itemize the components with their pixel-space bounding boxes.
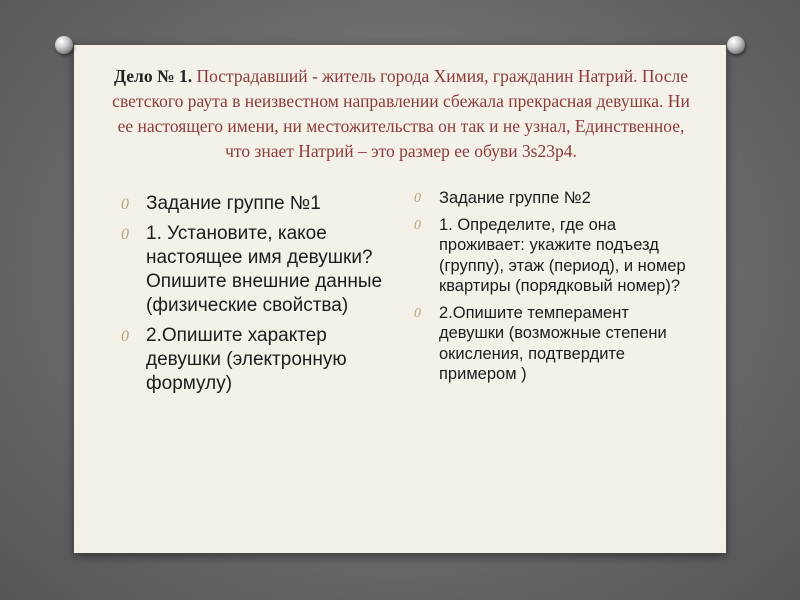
case-text: Пострадавший - житель города Химия, гражданин Натрий. После светского раута в неизвестном направлении сбежала прекрасная девушка. Ни ее настоящего имени, ни местожительства он так и не узнал, Единственное, что знает Натрий – это размер ее обуви 3s23p4.	[112, 66, 690, 161]
group2-task-2: 2.Опишите темперамент девушки (возможные степени окисления, подтвердите примером )	[439, 303, 667, 383]
bullet-icon: 0	[414, 191, 421, 206]
group1-column	[121, 192, 391, 402]
list-item	[121, 324, 391, 396]
bullet-icon: 0	[414, 217, 421, 233]
bullet-icon: 0	[121, 196, 129, 213]
list-item	[121, 222, 391, 318]
case-description	[106, 64, 696, 164]
pushpin-icon	[727, 36, 745, 54]
bullet-icon: 0	[414, 305, 421, 321]
list-item	[414, 188, 689, 209]
group1-task-1: 1. Установите, какое настоящее имя девушки? Опишите внешние данные (физические свойства)	[146, 223, 383, 316]
group2-task-1: 1. Определите, где она проживает: укажите подъезд (группу), этаж (период), и номер квартиры (порядковый номер)?	[439, 215, 686, 295]
group2-heading: Задание группе №2	[439, 189, 591, 207]
list-item	[414, 215, 689, 297]
list-item	[414, 303, 689, 385]
group2-column	[414, 188, 689, 391]
group1-task-2: 2.Опишите характер девушки (электронную формулу)	[146, 325, 347, 394]
list-item	[121, 192, 391, 216]
bullet-icon: 0	[121, 226, 129, 243]
pushpin-icon	[55, 36, 73, 54]
group1-heading: Задание группе №1	[146, 193, 321, 214]
bullet-icon: 0	[121, 328, 129, 345]
case-title: Дело № 1.	[114, 66, 193, 86]
